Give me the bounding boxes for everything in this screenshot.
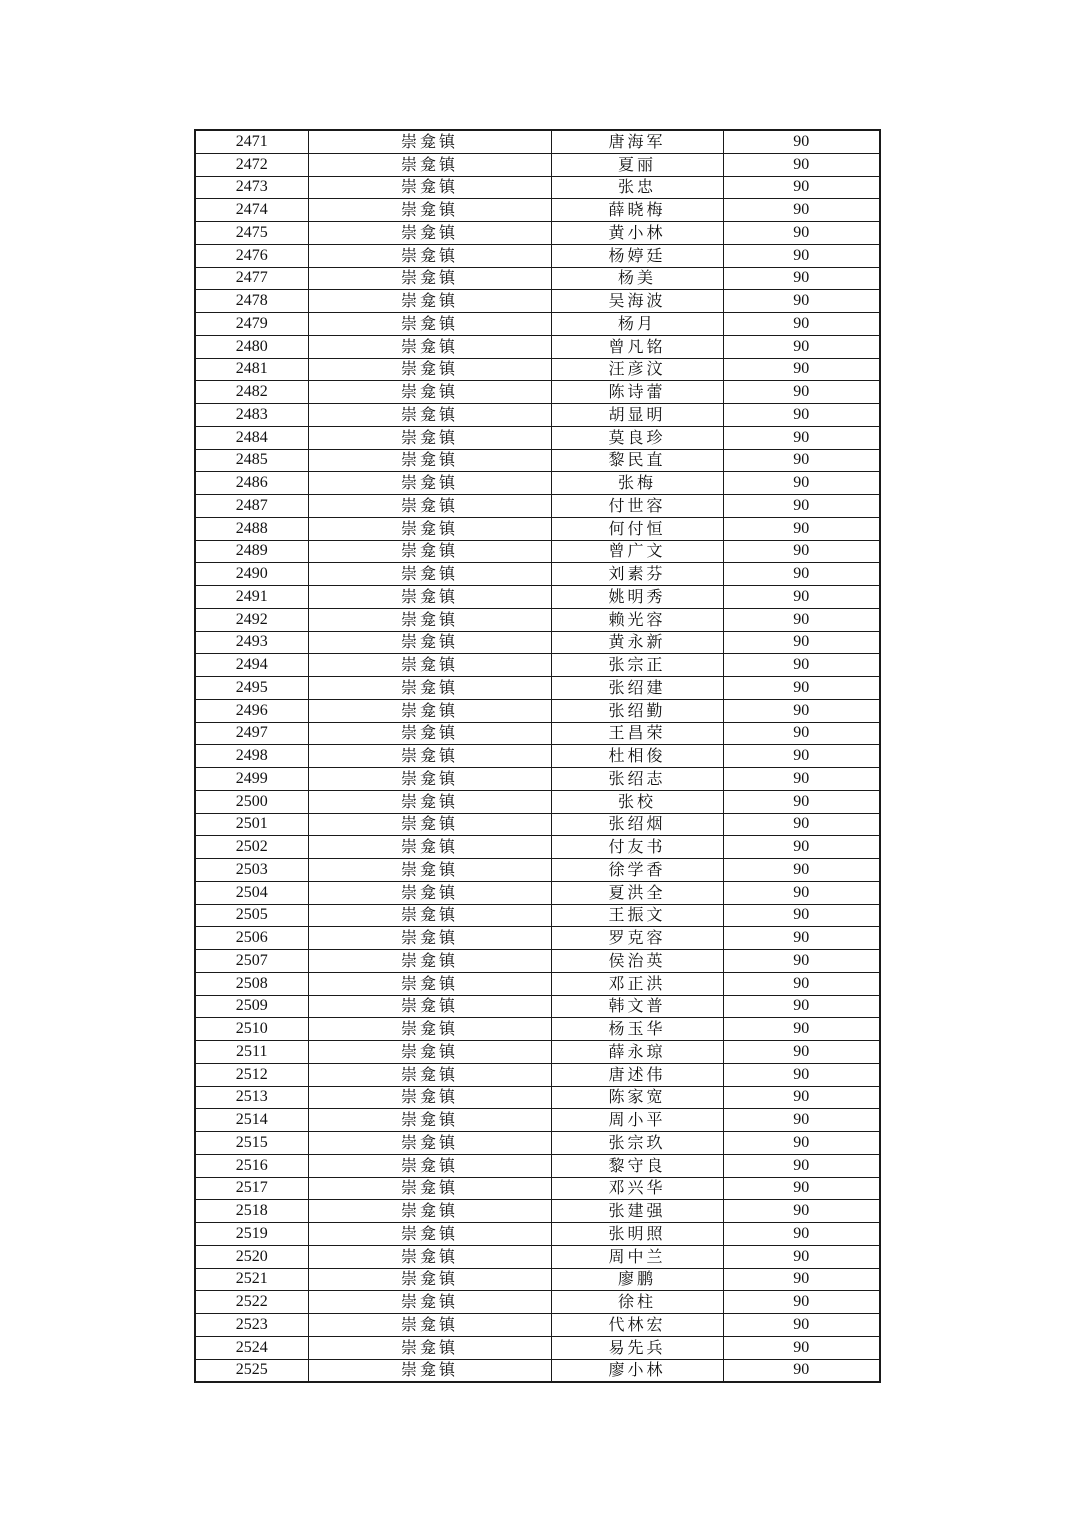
person-name-cell: 胡显明 xyxy=(551,404,723,427)
row-number-cell: 2481 xyxy=(195,358,308,381)
person-name-cell: 杨月 xyxy=(551,313,723,336)
town-cell: 崇龛镇 xyxy=(308,358,551,381)
row-number-cell: 2496 xyxy=(195,699,308,722)
person-name-cell: 张绍建 xyxy=(551,677,723,700)
row-number-cell: 2507 xyxy=(195,950,308,973)
value-cell: 90 xyxy=(723,1109,880,1132)
value-cell: 90 xyxy=(723,1314,880,1337)
town-cell: 崇龛镇 xyxy=(308,927,551,950)
person-name-cell: 杨美 xyxy=(551,267,723,290)
person-name-cell: 韩文普 xyxy=(551,995,723,1018)
table-row xyxy=(195,927,880,950)
value-cell: 90 xyxy=(723,517,880,540)
town-cell: 崇龛镇 xyxy=(308,1109,551,1132)
person-name-cell: 张宗正 xyxy=(551,654,723,677)
value-cell: 90 xyxy=(723,381,880,404)
row-number-cell: 2518 xyxy=(195,1200,308,1223)
town-cell: 崇龛镇 xyxy=(308,699,551,722)
person-name-cell: 张绍志 xyxy=(551,768,723,791)
town-cell: 崇龛镇 xyxy=(308,768,551,791)
value-cell: 90 xyxy=(723,1041,880,1064)
town-cell: 崇龛镇 xyxy=(308,608,551,631)
row-number-cell: 2525 xyxy=(195,1359,308,1382)
person-name-cell: 唐述伟 xyxy=(551,1063,723,1086)
table-row xyxy=(195,1154,880,1177)
person-name-cell: 王振文 xyxy=(551,904,723,927)
town-cell: 崇龛镇 xyxy=(308,586,551,609)
table-row xyxy=(195,1245,880,1268)
row-number-cell: 2484 xyxy=(195,426,308,449)
table-row xyxy=(195,881,880,904)
value-cell: 90 xyxy=(723,130,880,153)
table-row xyxy=(195,495,880,518)
value-cell: 90 xyxy=(723,995,880,1018)
table-row xyxy=(195,290,880,313)
person-name-cell: 付世容 xyxy=(551,495,723,518)
town-cell: 崇龛镇 xyxy=(308,1154,551,1177)
row-number-cell: 2472 xyxy=(195,153,308,176)
person-name-cell: 曾广文 xyxy=(551,540,723,563)
value-cell: 90 xyxy=(723,335,880,358)
row-number-cell: 2503 xyxy=(195,859,308,882)
value-cell: 90 xyxy=(723,199,880,222)
town-cell: 崇龛镇 xyxy=(308,404,551,427)
table-row xyxy=(195,1223,880,1246)
person-name-cell: 张绍烟 xyxy=(551,813,723,836)
value-cell: 90 xyxy=(723,563,880,586)
row-number-cell: 2501 xyxy=(195,813,308,836)
town-cell: 崇龛镇 xyxy=(308,267,551,290)
table-row xyxy=(195,244,880,267)
person-name-cell: 杨婷廷 xyxy=(551,244,723,267)
town-cell: 崇龛镇 xyxy=(308,677,551,700)
value-cell: 90 xyxy=(723,1063,880,1086)
value-cell: 90 xyxy=(723,790,880,813)
row-number-cell: 2482 xyxy=(195,381,308,404)
person-name-cell: 廖鹏 xyxy=(551,1268,723,1291)
town-cell: 崇龛镇 xyxy=(308,313,551,336)
person-name-cell: 侯治英 xyxy=(551,950,723,973)
table-row xyxy=(195,199,880,222)
value-cell: 90 xyxy=(723,1291,880,1314)
table-row xyxy=(195,1018,880,1041)
row-number-cell: 2519 xyxy=(195,1223,308,1246)
person-name-cell: 曾凡铭 xyxy=(551,335,723,358)
town-cell: 崇龛镇 xyxy=(308,1223,551,1246)
person-name-cell: 黎守良 xyxy=(551,1154,723,1177)
value-cell: 90 xyxy=(723,1223,880,1246)
row-number-cell: 2513 xyxy=(195,1086,308,1109)
town-cell: 崇龛镇 xyxy=(308,1200,551,1223)
table-row xyxy=(195,176,880,199)
value-cell: 90 xyxy=(723,859,880,882)
table-row xyxy=(195,1109,880,1132)
person-name-cell: 廖小林 xyxy=(551,1359,723,1382)
table-row xyxy=(195,335,880,358)
table-body xyxy=(195,130,880,1382)
row-number-cell: 2508 xyxy=(195,972,308,995)
town-cell: 崇龛镇 xyxy=(308,563,551,586)
town-cell: 崇龛镇 xyxy=(308,426,551,449)
person-name-cell: 陈诗蕾 xyxy=(551,381,723,404)
data-table xyxy=(194,129,881,1383)
value-cell: 90 xyxy=(723,972,880,995)
row-number-cell: 2489 xyxy=(195,540,308,563)
row-number-cell: 2495 xyxy=(195,677,308,700)
person-name-cell: 张校 xyxy=(551,790,723,813)
value-cell: 90 xyxy=(723,586,880,609)
row-number-cell: 2474 xyxy=(195,199,308,222)
town-cell: 崇龛镇 xyxy=(308,995,551,1018)
row-number-cell: 2491 xyxy=(195,586,308,609)
table-row xyxy=(195,722,880,745)
person-name-cell: 张绍勤 xyxy=(551,699,723,722)
person-name-cell: 赖光容 xyxy=(551,608,723,631)
person-name-cell: 莫良珍 xyxy=(551,426,723,449)
town-cell: 崇龛镇 xyxy=(308,1291,551,1314)
town-cell: 崇龛镇 xyxy=(308,1041,551,1064)
town-cell: 崇龛镇 xyxy=(308,130,551,153)
person-name-cell: 黄永新 xyxy=(551,631,723,654)
row-number-cell: 2515 xyxy=(195,1132,308,1155)
person-name-cell: 刘素芬 xyxy=(551,563,723,586)
row-number-cell: 2498 xyxy=(195,745,308,768)
person-name-cell: 夏丽 xyxy=(551,153,723,176)
table-row xyxy=(195,472,880,495)
row-number-cell: 2477 xyxy=(195,267,308,290)
row-number-cell: 2517 xyxy=(195,1177,308,1200)
row-number-cell: 2509 xyxy=(195,995,308,1018)
table-row xyxy=(195,1291,880,1314)
row-number-cell: 2480 xyxy=(195,335,308,358)
person-name-cell: 张忠 xyxy=(551,176,723,199)
town-cell: 崇龛镇 xyxy=(308,1086,551,1109)
value-cell: 90 xyxy=(723,654,880,677)
person-name-cell: 杨玉华 xyxy=(551,1018,723,1041)
table-row xyxy=(195,130,880,153)
town-cell: 崇龛镇 xyxy=(308,972,551,995)
town-cell: 崇龛镇 xyxy=(308,244,551,267)
value-cell: 90 xyxy=(723,1336,880,1359)
table-row xyxy=(195,358,880,381)
person-name-cell: 张明照 xyxy=(551,1223,723,1246)
table-row xyxy=(195,1177,880,1200)
person-name-cell: 易先兵 xyxy=(551,1336,723,1359)
value-cell: 90 xyxy=(723,1268,880,1291)
table-row xyxy=(195,995,880,1018)
value-cell: 90 xyxy=(723,950,880,973)
row-number-cell: 2499 xyxy=(195,768,308,791)
person-name-cell: 黄小林 xyxy=(551,222,723,245)
value-cell: 90 xyxy=(723,1177,880,1200)
person-name-cell: 徐学香 xyxy=(551,859,723,882)
town-cell: 崇龛镇 xyxy=(308,631,551,654)
table-row xyxy=(195,1336,880,1359)
town-cell: 崇龛镇 xyxy=(308,176,551,199)
table-row xyxy=(195,153,880,176)
value-cell: 90 xyxy=(723,813,880,836)
town-cell: 崇龛镇 xyxy=(308,335,551,358)
row-number-cell: 2506 xyxy=(195,927,308,950)
person-name-cell: 徐柱 xyxy=(551,1291,723,1314)
table-row xyxy=(195,859,880,882)
value-cell: 90 xyxy=(723,1200,880,1223)
person-name-cell: 薛晓梅 xyxy=(551,199,723,222)
table-row xyxy=(195,790,880,813)
table-row xyxy=(195,699,880,722)
town-cell: 崇龛镇 xyxy=(308,1063,551,1086)
town-cell: 崇龛镇 xyxy=(308,222,551,245)
value-cell: 90 xyxy=(723,608,880,631)
person-name-cell: 汪彦汶 xyxy=(551,358,723,381)
town-cell: 崇龛镇 xyxy=(308,449,551,472)
person-name-cell: 罗克容 xyxy=(551,927,723,950)
row-number-cell: 2504 xyxy=(195,881,308,904)
town-cell: 崇龛镇 xyxy=(308,517,551,540)
value-cell: 90 xyxy=(723,677,880,700)
town-cell: 崇龛镇 xyxy=(308,1018,551,1041)
row-number-cell: 2486 xyxy=(195,472,308,495)
town-cell: 崇龛镇 xyxy=(308,495,551,518)
person-name-cell: 陈家宽 xyxy=(551,1086,723,1109)
town-cell: 崇龛镇 xyxy=(308,790,551,813)
value-cell: 90 xyxy=(723,745,880,768)
person-name-cell: 付友书 xyxy=(551,836,723,859)
row-number-cell: 2471 xyxy=(195,130,308,153)
row-number-cell: 2476 xyxy=(195,244,308,267)
row-number-cell: 2487 xyxy=(195,495,308,518)
row-number-cell: 2521 xyxy=(195,1268,308,1291)
person-name-cell: 姚明秀 xyxy=(551,586,723,609)
town-cell: 崇龛镇 xyxy=(308,1177,551,1200)
table-row xyxy=(195,426,880,449)
value-cell: 90 xyxy=(723,1018,880,1041)
value-cell: 90 xyxy=(723,495,880,518)
town-cell: 崇龛镇 xyxy=(308,1359,551,1382)
town-cell: 崇龛镇 xyxy=(308,881,551,904)
row-number-cell: 2510 xyxy=(195,1018,308,1041)
value-cell: 90 xyxy=(723,1245,880,1268)
table-row xyxy=(195,381,880,404)
person-name-cell: 薛永琼 xyxy=(551,1041,723,1064)
town-cell: 崇龛镇 xyxy=(308,722,551,745)
row-number-cell: 2490 xyxy=(195,563,308,586)
person-name-cell: 张梅 xyxy=(551,472,723,495)
town-cell: 崇龛镇 xyxy=(308,290,551,313)
person-name-cell: 邓正洪 xyxy=(551,972,723,995)
row-number-cell: 2516 xyxy=(195,1154,308,1177)
value-cell: 90 xyxy=(723,1359,880,1382)
value-cell: 90 xyxy=(723,904,880,927)
row-number-cell: 2505 xyxy=(195,904,308,927)
table-row xyxy=(195,563,880,586)
town-cell: 崇龛镇 xyxy=(308,1245,551,1268)
value-cell: 90 xyxy=(723,358,880,381)
table-row xyxy=(195,654,880,677)
table-row xyxy=(195,1268,880,1291)
table-row xyxy=(195,1314,880,1337)
person-name-cell: 吴海波 xyxy=(551,290,723,313)
person-name-cell: 唐海军 xyxy=(551,130,723,153)
row-number-cell: 2485 xyxy=(195,449,308,472)
table-row xyxy=(195,586,880,609)
table-row xyxy=(195,540,880,563)
town-cell: 崇龛镇 xyxy=(308,153,551,176)
town-cell: 崇龛镇 xyxy=(308,472,551,495)
table-row xyxy=(195,745,880,768)
value-cell: 90 xyxy=(723,836,880,859)
person-name-cell: 杜相俊 xyxy=(551,745,723,768)
table-row xyxy=(195,267,880,290)
value-cell: 90 xyxy=(723,222,880,245)
town-cell: 崇龛镇 xyxy=(308,813,551,836)
table-row xyxy=(195,313,880,336)
town-cell: 崇龛镇 xyxy=(308,1268,551,1291)
row-number-cell: 2512 xyxy=(195,1063,308,1086)
table-row xyxy=(195,517,880,540)
table-row xyxy=(195,1063,880,1086)
town-cell: 崇龛镇 xyxy=(308,950,551,973)
row-number-cell: 2488 xyxy=(195,517,308,540)
table-row xyxy=(195,1086,880,1109)
person-name-cell: 周中兰 xyxy=(551,1245,723,1268)
town-cell: 崇龛镇 xyxy=(308,1132,551,1155)
value-cell: 90 xyxy=(723,176,880,199)
value-cell: 90 xyxy=(723,244,880,267)
value-cell: 90 xyxy=(723,426,880,449)
town-cell: 崇龛镇 xyxy=(308,859,551,882)
person-name-cell: 张建强 xyxy=(551,1200,723,1223)
row-number-cell: 2502 xyxy=(195,836,308,859)
row-number-cell: 2497 xyxy=(195,722,308,745)
table-row xyxy=(195,677,880,700)
value-cell: 90 xyxy=(723,313,880,336)
value-cell: 90 xyxy=(723,404,880,427)
person-name-cell: 夏洪全 xyxy=(551,881,723,904)
table-row xyxy=(195,1132,880,1155)
row-number-cell: 2524 xyxy=(195,1336,308,1359)
table-row xyxy=(195,449,880,472)
value-cell: 90 xyxy=(723,290,880,313)
table-row xyxy=(195,768,880,791)
row-number-cell: 2492 xyxy=(195,608,308,631)
value-cell: 90 xyxy=(723,631,880,654)
row-number-cell: 2493 xyxy=(195,631,308,654)
value-cell: 90 xyxy=(723,472,880,495)
person-name-cell: 何付恒 xyxy=(551,517,723,540)
table-row xyxy=(195,904,880,927)
value-cell: 90 xyxy=(723,1132,880,1155)
row-number-cell: 2475 xyxy=(195,222,308,245)
town-cell: 崇龛镇 xyxy=(308,904,551,927)
row-number-cell: 2511 xyxy=(195,1041,308,1064)
value-cell: 90 xyxy=(723,722,880,745)
town-cell: 崇龛镇 xyxy=(308,1336,551,1359)
row-number-cell: 2514 xyxy=(195,1109,308,1132)
row-number-cell: 2483 xyxy=(195,404,308,427)
town-cell: 崇龛镇 xyxy=(308,381,551,404)
town-cell: 崇龛镇 xyxy=(308,1314,551,1337)
table-row xyxy=(195,972,880,995)
row-number-cell: 2520 xyxy=(195,1245,308,1268)
row-number-cell: 2500 xyxy=(195,790,308,813)
town-cell: 崇龛镇 xyxy=(308,836,551,859)
person-name-cell: 王昌荣 xyxy=(551,722,723,745)
table-row xyxy=(195,631,880,654)
table-row xyxy=(195,608,880,631)
table-row xyxy=(195,1041,880,1064)
row-number-cell: 2479 xyxy=(195,313,308,336)
table-row xyxy=(195,813,880,836)
table-row xyxy=(195,950,880,973)
table-row xyxy=(195,1359,880,1382)
value-cell: 90 xyxy=(723,449,880,472)
person-name-cell: 周小平 xyxy=(551,1109,723,1132)
value-cell: 90 xyxy=(723,153,880,176)
value-cell: 90 xyxy=(723,267,880,290)
value-cell: 90 xyxy=(723,1154,880,1177)
value-cell: 90 xyxy=(723,1086,880,1109)
value-cell: 90 xyxy=(723,699,880,722)
row-number-cell: 2478 xyxy=(195,290,308,313)
table-row xyxy=(195,1200,880,1223)
table-row xyxy=(195,404,880,427)
value-cell: 90 xyxy=(723,881,880,904)
value-cell: 90 xyxy=(723,927,880,950)
table-row xyxy=(195,222,880,245)
value-cell: 90 xyxy=(723,540,880,563)
town-cell: 崇龛镇 xyxy=(308,745,551,768)
person-name-cell: 黎民直 xyxy=(551,449,723,472)
town-cell: 崇龛镇 xyxy=(308,540,551,563)
town-cell: 崇龛镇 xyxy=(308,654,551,677)
table-row xyxy=(195,836,880,859)
person-name-cell: 代林宏 xyxy=(551,1314,723,1337)
person-name-cell: 张宗玖 xyxy=(551,1132,723,1155)
town-cell: 崇龛镇 xyxy=(308,199,551,222)
person-name-cell: 邓兴华 xyxy=(551,1177,723,1200)
row-number-cell: 2494 xyxy=(195,654,308,677)
row-number-cell: 2522 xyxy=(195,1291,308,1314)
value-cell: 90 xyxy=(723,768,880,791)
row-number-cell: 2473 xyxy=(195,176,308,199)
row-number-cell: 2523 xyxy=(195,1314,308,1337)
